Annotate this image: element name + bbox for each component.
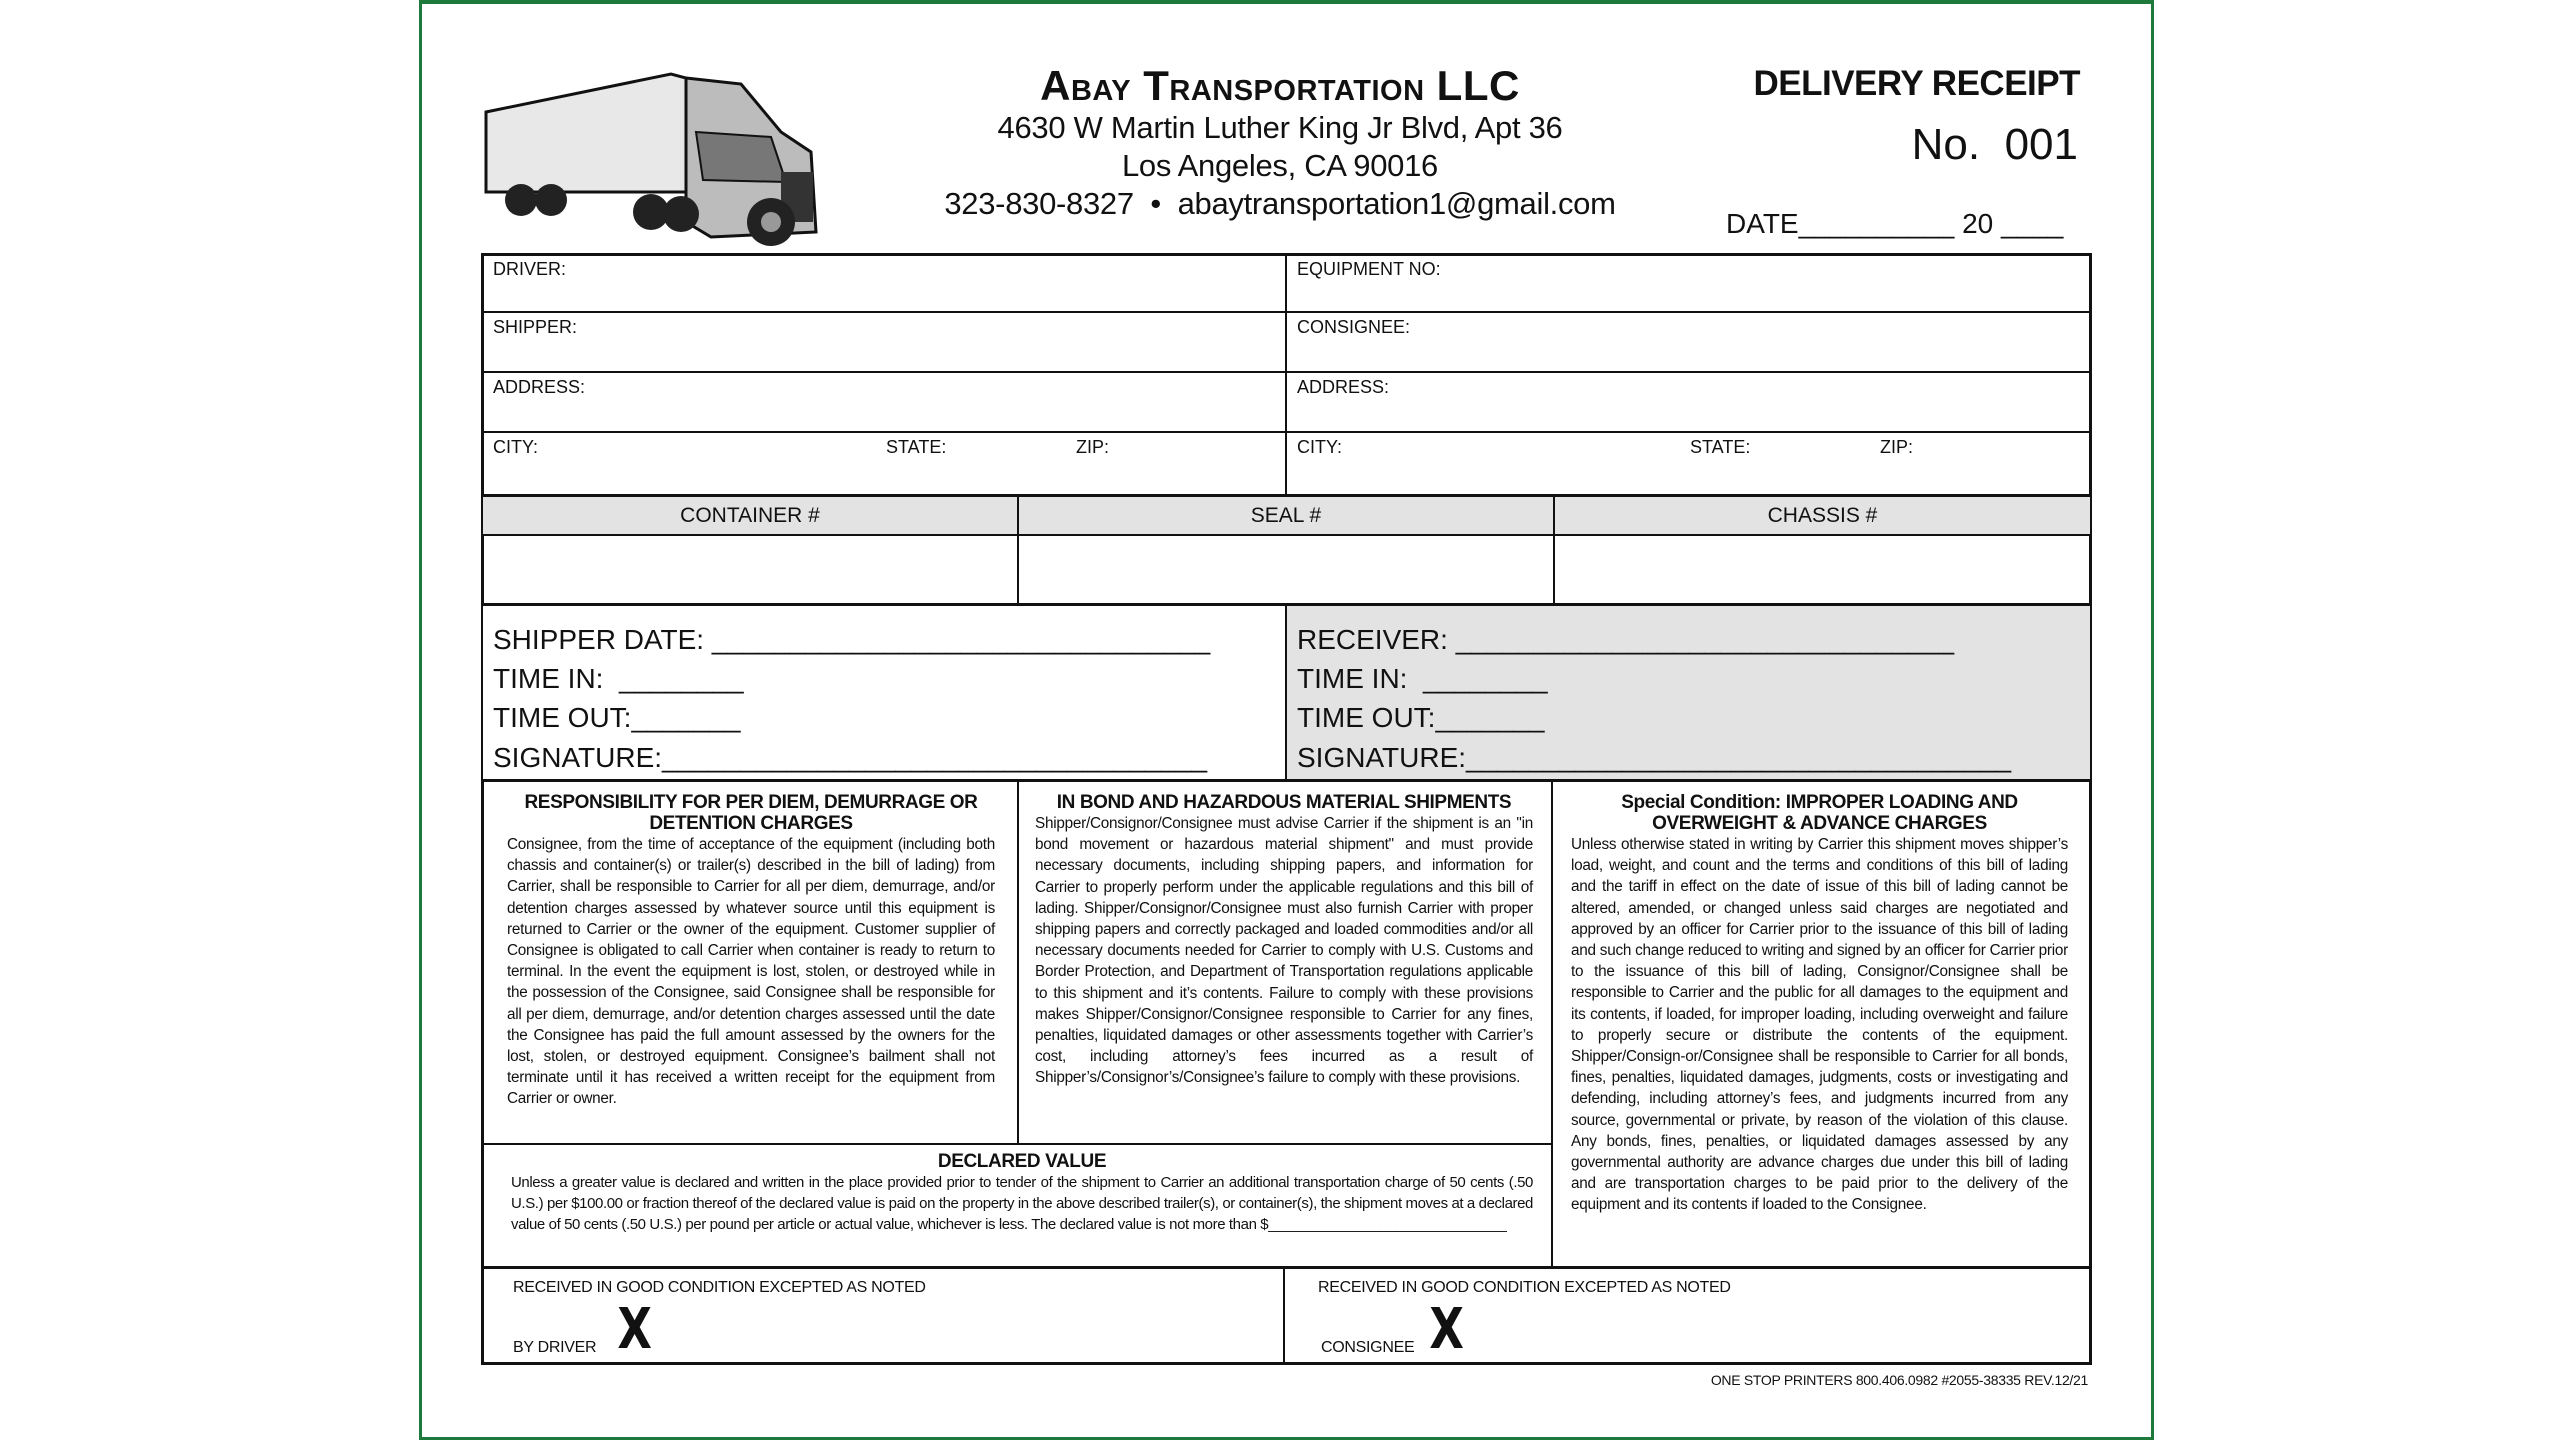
consignee-field[interactable] [1287,313,2090,373]
shipper-label: SHIPPER: [493,317,578,337]
seal-header: SEAL # [1019,497,1555,536]
address-label: ADDRESS: [1297,377,1390,397]
zip-label: ZIP: [1076,437,1110,457]
consignee-label: CONSIGNEE: [1297,317,1411,337]
date-field[interactable]: DATE__________ 20 ____ [1726,208,2064,239]
shipper-signature-field[interactable]: SIGNATURE:___________________________________ [493,742,1208,773]
receiver-field[interactable]: RECEIVER: ________________________________ [1297,624,1955,655]
document-title: DELIVERY RECEIPT [1753,64,2080,103]
terms-per-diem-title: RESPONSIBILITY FOR PER DIEM, DEMURRAGE OR DETENTION CHARGES [524,792,978,834]
terms-in-bond-title: IN BOND AND HAZARDOUS MATERIAL SHIPMENTS [1056,792,1512,813]
city-label: CITY: [1297,437,1343,457]
shipper-field[interactable] [483,313,1287,373]
driver-signoff[interactable] [483,1269,1285,1363]
company-address-line2: Los Angeles, CA 90016 [1121,148,1438,183]
signature-x-mark: X [1429,1297,1464,1362]
company-contact: 323-830-8327 • abaytransportation1@gmail.com [944,186,1616,221]
shipper-date-field[interactable]: SHIPPER DATE: ________________________________ [493,624,1211,655]
terms-special-condition [1553,782,2090,1269]
zip-label: ZIP: [1880,437,1914,457]
terms-in-bond-body: Shipper/Consignor/Consignee must advise Carrier if the shipment is an "in bond movement or hazardous material shipment" and must provide necessary documents, including shipping papers, and information for Carrier to properly perform under the applicable regulations and this bill of lading. Shipper/Consignor/Consignee must also furnish Carrier with proper shipping papers and correctly packaged and loaded commodities and/or all necessary documents needed for Carrier to comply with U.S. Customs and Border Protection, and Department of Transportation regulations applicable to this shipment and it’s contents. Failure to comply with these provisions makes Shipper/Consignor/Consignee responsible to Carrier for any fines, penalties, liquidated damages or other assessments together with Carrier’s cost, including attorney’s fees incurred as a result of Shipper’s/Consignor’s/Consignee’s failure to comply with these provisions. [1035,815,1533,1087]
consignee-city-row[interactable] [1287,433,2090,497]
received-note: RECEIVED IN GOOD CONDITION EXCEPTED AS NOTED [1318,1279,1731,1296]
equipment-field[interactable] [1287,255,2090,313]
city-label: CITY: [493,437,539,457]
equipment-label: EQUIPMENT NO: [1297,259,1441,279]
declared-value-title: DECLARED VALUE [937,1151,1107,1172]
consignee-address-field[interactable] [1287,373,2090,433]
shipper-address-field[interactable] [483,373,1287,433]
shipper-city-row[interactable] [483,433,1287,497]
seal-input[interactable] [1019,536,1555,606]
receiver-time-in-field[interactable]: TIME IN: ________ [1297,663,1548,694]
declared-value-body: Unless a greater value is declared and written in the place provided prior to tender of the shipment to Carrier an additional transportation charge of 50 cents (.50 U.S.) per $100.00 or fraction thereof of the declared value is paid on the property in the above described trailer(s), or container(s), the shipment moves at a declared value of 50 cents (.50 U.S.) per pound per article or actual value, whichever is less. The declared value is not more than $______________________________ [511,1174,1533,1234]
driver-field[interactable] [483,255,1287,313]
address-label: ADDRESS: [493,377,586,397]
driver-label: DRIVER: [493,259,567,279]
chassis-header: CHASSIS # [1555,497,2090,536]
receipt-number: No. 001 [1911,120,2078,169]
state-label: STATE: [886,437,947,457]
receiver-time-out-field[interactable]: TIME OUT:_______ [1297,702,1545,733]
shipper-time-in-field[interactable]: TIME IN: ________ [493,663,744,694]
terms-per-diem [483,782,1019,1145]
state-label: STATE: [1690,437,1751,457]
company-name: Abay Transportation LLC [1040,62,1520,109]
truck-logo-icon [481,72,881,250]
receiver-signature-field[interactable]: SIGNATURE:___________________________________ [1297,742,2012,773]
received-note: RECEIVED IN GOOD CONDITION EXCEPTED AS NOTED [513,1279,926,1296]
consignee-label: CONSIGNEE [1321,1339,1415,1356]
declared-value [483,1145,1553,1269]
chassis-input[interactable] [1555,536,2090,606]
receiver-times-block [1287,606,2090,782]
consignee-signoff[interactable] [1285,1269,2090,1363]
company-address-line1: 4630 W Martin Luther King Jr Blvd, Apt 36 [997,110,1563,145]
terms-special-body: Unless otherwise stated in writing by Carrier this shipment moves shipper’s load, weight, and count and the terms and conditions of this bill of lading and the tariff in effect on the date of issue of this bill of lading cannot be altered, amended, or changed unless said charges are negotiated and approved by an officer for Carrier prior to the issuance of this bill of lading and such change reduced to writing and signed by an officer for Carrier prior to the issuance of this bill of lading, Consignor/Consignee shall be responsible to Carrier and the public for all damages to the equipment and its contents, if loaded, for improper loading, including overweight and failure to properly secure or distribute the contents of the equipment. Shipper/Consign-or/Consignee shall be responsible to Carrier for all bonds, fines, penalties, liquidated damages, judgments, costs or investigating and defending, including attorney’s fees, and judgments incurred from any source, governmental or private, by reason of the violation of this clause. Any bonds, fines, penalties, or liquidated damages assessed by any governmental authority are advance charges due under this bill of lading and are transportation charges to be paid prior to the delivery of the equipment and its contents if loaded to the Consignee. [1571,836,2068,1214]
shipper-times-block [483,606,1287,782]
signature-x-mark: X [617,1297,652,1362]
container-input[interactable] [483,536,1019,606]
terms-special-title: Special Condition: IMPROPER LOADING AND OVERWEIGHT & ADVANCE CHARGES [1621,792,2018,834]
terms-per-diem-body: Consignee, from the time of acceptance of the equipment (including both chassis and container(s) or trailer(s) described in the bill of lading) from Carrier, shall be responsible to Carrier for all per diem, demurrage, and/or detention charges assessed by whatever source until this equipment is returned to Carrier or the owner of the equipment. Customer supplier of Consignee is obligated to call Carrier when container is ready to return to terminal. In the event the equipment is lost, stolen, or destroyed while in the possession of the Consignee, said Consignee shall be responsible for all per diem, demurrage, and/or detention charges assessed until the date the Consignee has paid the full amount assessed by the owners for the lost, stolen, or destroyed equipment. Consignee’s bailment shall not terminate until it has received a written receipt for the equipment from Carrier or owner. [507,836,995,1108]
container-header: CONTAINER # [483,497,1019,536]
by-driver-label: BY DRIVER [513,1339,597,1356]
printer-footer: ONE STOP PRINTERS 800.406.0982 #2055-38335 REV.12/21 [1710,1372,2088,1388]
shipper-time-out-field[interactable]: TIME OUT:_______ [493,702,741,733]
terms-in-bond [1019,782,1553,1145]
